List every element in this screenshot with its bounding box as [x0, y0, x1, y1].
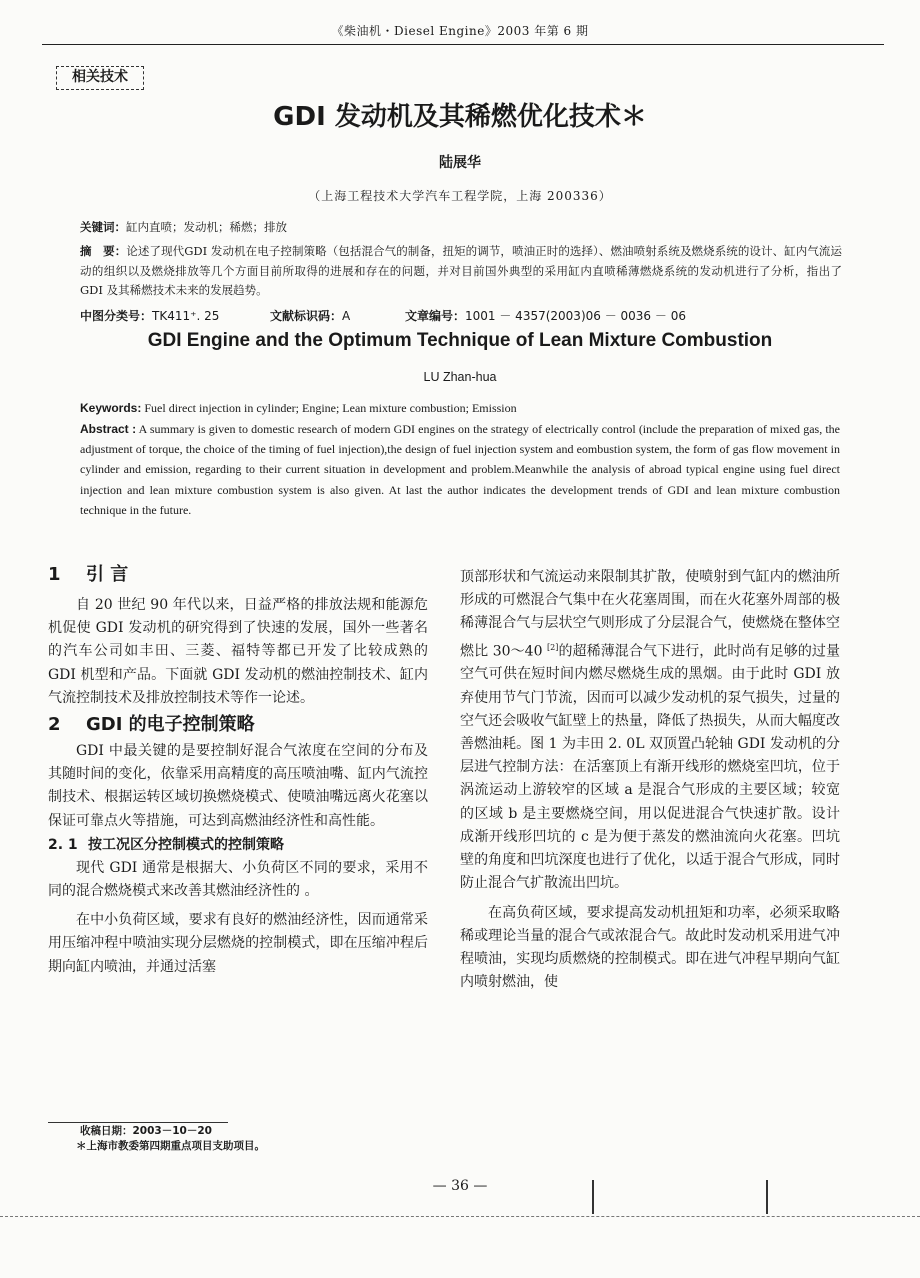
subsection-2-1-title: 按工况区分控制模式的控制策略 — [88, 836, 284, 853]
abstract-cn-label: 摘 要： — [80, 244, 127, 258]
subsection-2-1-heading — [48, 833, 428, 857]
article-number: 1001 － 4357(2003)06 － 0036 － 06 — [465, 309, 686, 323]
section-2-title: GDI 的电子控制策略 — [86, 714, 255, 736]
article-title-en: GDI Engine and the Optimum Technique of Lean Mixture Combustion — [147, 330, 773, 351]
right-column — [460, 566, 840, 994]
scan-mark — [766, 1180, 768, 1214]
footnote-received — [80, 1124, 212, 1139]
subsection-2-1-number: 2. 1 — [48, 836, 78, 853]
abstract-en — [80, 419, 840, 520]
paragraph: GDI 中最关键的是要控制好混合气浓度在空间的分布及其随时间的变化，依靠采用高精度的高压喷油嘴、缸内气流控制技术、根据运转区域切换燃烧模式、使喷油嘴远离火花塞以保证可靠点火等措施，可达到高燃油经济性和高性能。 — [48, 743, 428, 829]
paragraph: 在中小负荷区域，要求有良好的燃油经济性，因而通常采用压缩冲程中喷油实现分层燃烧的控制模式，即在压缩冲程后期向缸内喷油，并通过活塞 — [48, 912, 428, 975]
section-tag: 相关技术 — [56, 66, 144, 90]
section-2-number: 2 — [48, 714, 61, 736]
keywords-cn-text: 缸内直喷；发动机；稀燃；排放 — [126, 220, 287, 234]
class-number-label: 中图分类号： — [80, 309, 153, 323]
abstract-en-label: Abstract : — [80, 422, 137, 436]
scan-mark — [592, 1180, 594, 1214]
affiliation-cn: （上海工程技术大学汽车工程学院，上海 200336） — [308, 189, 612, 203]
keywords-cn-label: 关键词： — [80, 220, 126, 234]
section-1-heading — [48, 560, 428, 590]
abstract-en-text: A summary is given to domestic research of modern GDI engines on the strategy of electrically control (include the preparation of mixed gas, the adjustment of torque, the choice of the timing of fuel injection),the design of fuel injection system and eombustion system, the form of gas flow movement in cylinder and emission, regarding to their current situation in development and problem.Meanwhile the analysis of abroad typical engine using fuel direct injection and lean mixture combustion system is also given. At last the author indicates the development trends of GDI and lean mixture combustion technique in the future. — [80, 422, 841, 517]
received-label: 收稿日期： — [80, 1125, 133, 1137]
class-number: TK411⁺. 25 — [152, 309, 220, 323]
article-number-label: 文章编号： — [405, 309, 466, 323]
paragraph: 自 20 世纪 90 年代以来，日益严格的排放法规和能源危机促使 GDI 发动机的研究得到了快速的发展，国外一些著名的汽车公司如丰田、三菱、福特等都已开发了比较成熟的 GDI 机型和产品。下面就 GDI 发动机的燃油控制技术、缸内气流控制技术及排放控制技术等作一论述。 — [48, 597, 428, 706]
received-date: 2003－10－20 — [132, 1125, 212, 1137]
article-title-cn: GDI 发动机及其稀燃优化技术＊ — [273, 102, 647, 132]
paragraph — [460, 566, 840, 896]
section-1-number: 1 — [48, 564, 61, 585]
doc-code-label: 文献标识码： — [270, 309, 343, 323]
paragraph-part: 的超稀薄混合气下进行，此时尚有足够的过量空气可供在短时间内燃尽燃烧生成的黑烟。由于此时 GDI 放弃使用节气门节流，因而可以减少发动机的泵气损失，过量的空气还会吸收气缸壁上的热量，降低了热损失，从而大幅度改善燃油耗。图 1 为丰田 2. 0L 双顶置凸轮轴 GDI 发动机的分层进气控制方法：在活塞顶上有渐开线形的燃烧室凹坑，位于涡流运动上游较窄的区域 a 是混合气形成的主要区域；较宽的区域 b 是主要燃烧空间，用以促进混合气快速扩散。设计成渐开线形凹坑的 c 是为便于蒸发的燃油流向火花塞。凹坑壁的角度和凹坑深度也进行了优化，以适于混合气形成，同时防止混合气扩散流出凹坑。 — [460, 643, 841, 892]
section-1-title: 引 言 — [86, 564, 129, 585]
author-cn: 陆展华 — [439, 155, 481, 171]
section-2-heading — [48, 710, 428, 740]
classification-line — [80, 307, 842, 327]
header-rule — [42, 44, 884, 45]
keywords-cn — [80, 218, 842, 238]
author-en: LU Zhan-hua — [423, 370, 497, 384]
bottom-rule — [0, 1216, 920, 1217]
paragraph: 在高负荷区域，要求提高发动机扭矩和功率，必须采取略稀或理论当量的混合气或浓混合气。故此时发动机采用进气冲程喷油，实现均质燃烧的控制模式。即在进气冲程早期向气缸内喷射燃油，使 — [460, 904, 840, 991]
footnote-rule — [48, 1122, 228, 1123]
footnote-fund: ＊上海市教委第四期重点项目支助项目。 — [76, 1140, 265, 1152]
keywords-en-text: Fuel direct injection in cylinder; Engine; Lean mixture combustion; Emission — [144, 401, 517, 415]
running-head: 《柴油机・Diesel Engine》2003 年第 6 期 — [331, 24, 589, 38]
doc-code: A — [342, 309, 351, 323]
paragraph: 现代 GDI 通常是根据大、小负荷区不同的要求，采用不同的混合燃烧模式来改善其燃油经济性的 。 — [48, 859, 428, 900]
page-number: — 36 — — [432, 1178, 488, 1194]
left-column — [48, 560, 428, 979]
keywords-en — [80, 398, 840, 418]
abstract-cn — [80, 242, 842, 301]
citation-ref[interactable]: [2] — [547, 642, 559, 652]
keywords-en-label: Keywords: — [80, 401, 142, 415]
abstract-cn-text: 论述了现代GDI 发动机在电子控制策略（包括混合气的制备，扭矩的调节，喷油正时的选择）、燃油喷射系统及燃烧系统的设计、缸内气流运动的组织以及燃烧排放等几个方面目前所取得的进展和存在的问题，并对目前国外典型的采用缸内直喷稀薄燃烧系统的发动机进行了分析，指出了 GDI 及其稀燃技术未来的发展趋势。 — [80, 244, 842, 297]
paragraph-part: 顶部形状和气流运动来限制其扩散，使喷射到气缸内的燃油所形成的可燃混合气集中在火花塞周围，而在火花塞外周部的极稀薄混合气与层状空气则形成了分层混合气，使燃烧在整体空燃比 30～40 — [460, 569, 840, 660]
